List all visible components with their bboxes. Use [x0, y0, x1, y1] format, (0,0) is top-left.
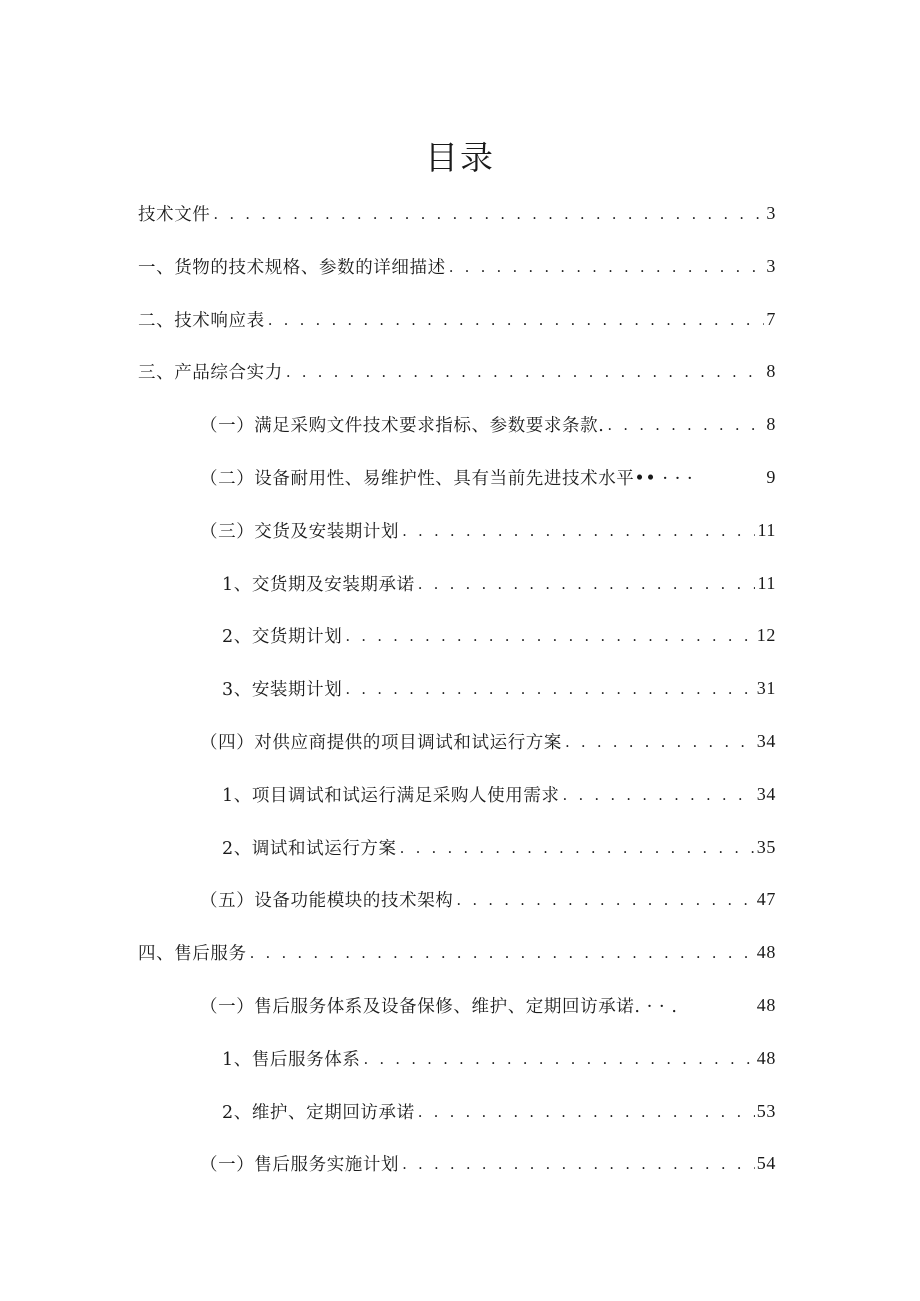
toc-page-number: 8	[766, 413, 776, 434]
toc-page-number: 8	[766, 360, 776, 381]
dot-leader	[213, 203, 764, 223]
dot-leader	[345, 678, 754, 698]
toc-page-number: 3	[766, 255, 776, 276]
toc-page-number: 47	[756, 888, 776, 909]
toc-entry-label: 二、技术响应表	[138, 310, 265, 331]
toc-entry[interactable]	[200, 515, 776, 545]
toc-page-number: 9	[766, 466, 776, 487]
dot-leader	[268, 309, 765, 329]
dot-leader	[402, 1153, 755, 1173]
toc-entry[interactable]	[222, 832, 776, 862]
toc-entry-label: 三、产品综合实力	[138, 362, 283, 383]
toc-page-number: 35	[756, 836, 776, 857]
toc-entry-label: 2、调试和试运行方案	[222, 838, 397, 859]
toc-entry-label: （四）对供应商提供的项目调试和试运行方案	[200, 732, 562, 753]
dot-leader	[418, 1101, 755, 1121]
dot-leader	[402, 520, 755, 540]
toc-page-number: 12	[756, 624, 776, 645]
toc-entry[interactable]	[222, 1043, 776, 1073]
toc-page-number: 48	[756, 941, 776, 962]
toc-entry-label: （三）交货及安装期计划	[200, 521, 400, 542]
toc-page-number: 34	[756, 783, 776, 804]
toc-page-number: 11	[757, 519, 776, 540]
toc-entry[interactable]	[222, 620, 776, 650]
dot-leader	[607, 414, 764, 434]
toc-entry-label: （二）设备耐用性、易维护性、具有当前先进技术水平•• · · ·	[200, 468, 694, 489]
toc-page-number: 53	[756, 1100, 776, 1121]
toc-entry[interactable]	[138, 304, 776, 334]
toc-entry-label: （一）售后服务实施计划	[200, 1154, 400, 1175]
toc-entry-label: 技术文件	[138, 204, 211, 225]
dot-leader	[418, 573, 756, 593]
toc-entry-label: 2、维护、定期回访承诺	[222, 1102, 415, 1123]
toc-entry[interactable]	[200, 462, 776, 492]
toc-entry[interactable]	[222, 673, 776, 703]
toc-page-number: 3	[766, 202, 776, 223]
toc-entry[interactable]	[138, 198, 776, 228]
toc-entry-label: 1、售后服务体系	[222, 1049, 361, 1070]
toc-entry[interactable]	[222, 779, 776, 809]
dot-leader	[345, 625, 754, 645]
dot-leader	[456, 889, 754, 909]
toc-entry[interactable]	[138, 937, 776, 967]
dot-leader	[400, 837, 755, 857]
toc-entry[interactable]	[200, 990, 776, 1020]
dot-leader	[563, 784, 755, 804]
toc-page-number: 34	[756, 730, 776, 751]
toc-entry-label: 一、货物的技术规格、参数的详细描述	[138, 257, 446, 278]
dot-leader	[449, 256, 765, 276]
toc-entry-label: （一）满足采购文件技术要求指标、参数要求条款.	[200, 415, 605, 436]
toc-entry-label: 1、项目调试和试运行满足采购人使用需求	[222, 785, 560, 806]
toc-entry[interactable]	[200, 1148, 776, 1178]
toc-entry[interactable]	[200, 884, 776, 914]
toc-entry-label: 3、安装期计划	[222, 679, 343, 700]
toc-entry-label: 2、交货期计划	[222, 626, 343, 647]
toc-page-number: 48	[756, 1047, 776, 1068]
toc-entry[interactable]	[200, 409, 776, 439]
toc-entry[interactable]	[200, 726, 776, 756]
toc-entry[interactable]	[222, 568, 776, 598]
toc-entry-label: 四、售后服务	[138, 943, 247, 964]
dot-leader	[286, 361, 765, 381]
toc-page-number: 11	[757, 572, 776, 593]
toc-entry-label: 1、交货期及安装期承诺	[222, 574, 415, 595]
toc-page-number: 7	[766, 308, 776, 329]
page-title: 目录	[425, 138, 495, 177]
dot-leader	[250, 942, 755, 962]
toc-page-number: 31	[756, 677, 776, 698]
toc-entry[interactable]	[138, 356, 776, 386]
toc-page-number: 54	[756, 1152, 776, 1173]
dot-leader	[565, 731, 755, 751]
toc-page-number: 48	[756, 994, 776, 1015]
toc-entry-label: （五）设备功能模块的技术架构	[200, 890, 454, 911]
toc-entry[interactable]	[138, 251, 776, 281]
toc-entry[interactable]	[222, 1096, 776, 1126]
dot-leader	[363, 1048, 754, 1068]
toc-entry-label: （一）售后服务体系及设备保修、维护、定期回访承诺. · · .	[200, 996, 678, 1017]
